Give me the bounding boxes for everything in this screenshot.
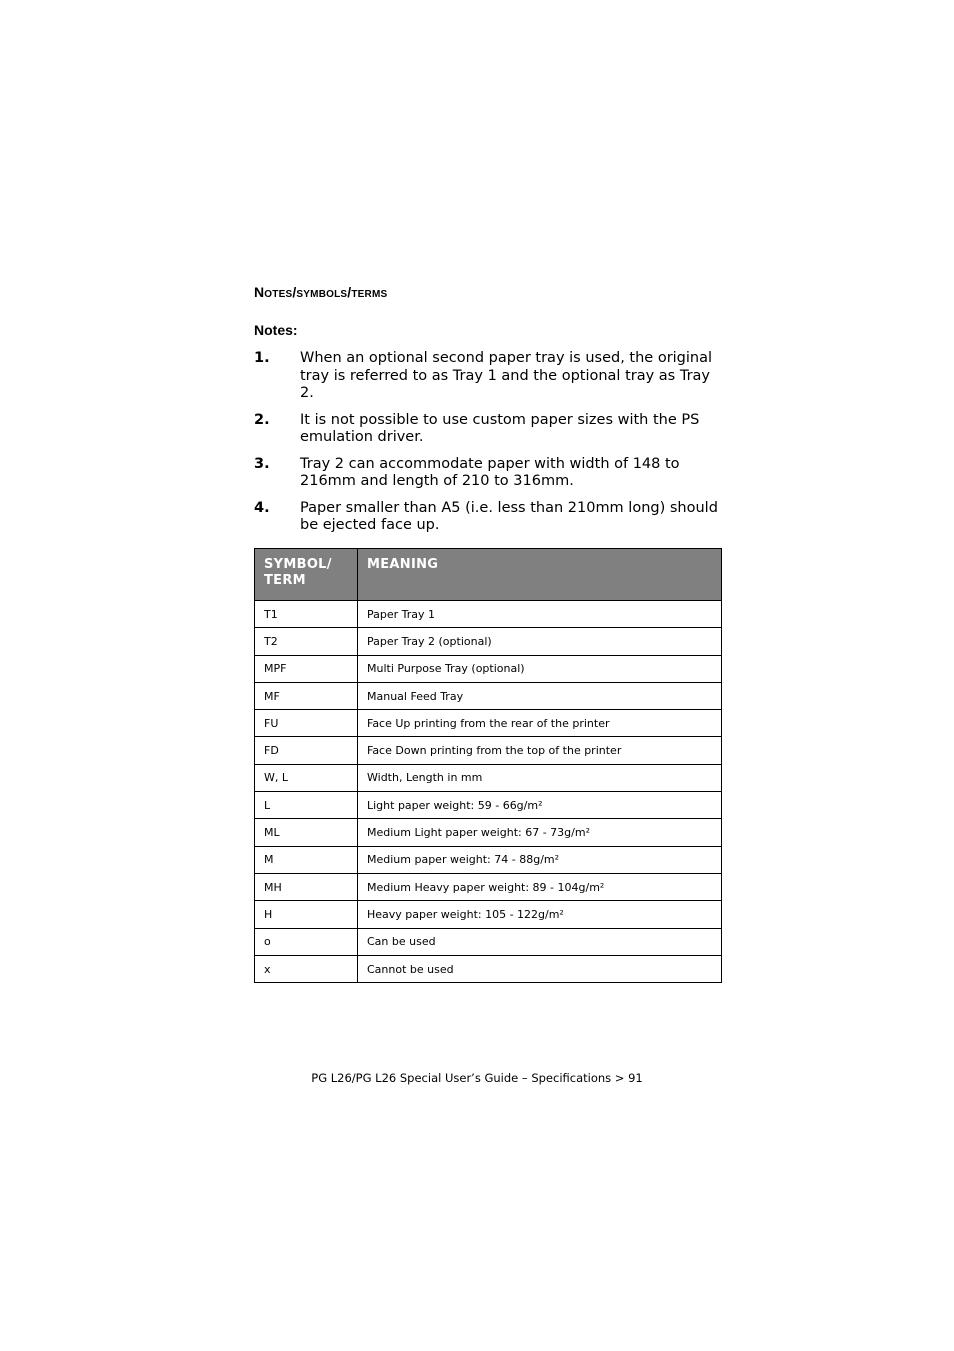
- meaning-cell: Heavy paper weight: 105 - 122g/m²: [358, 901, 722, 928]
- symbol-cell: M: [255, 846, 358, 873]
- symbols-terms-table: [254, 548, 722, 983]
- note-number: 2.: [254, 411, 270, 428]
- symbol-cell: x: [255, 955, 358, 982]
- table-row: [255, 901, 722, 928]
- note-item: [254, 350, 724, 403]
- table-row: [255, 792, 722, 819]
- meaning-cell: Cannot be used: [358, 955, 722, 982]
- symbol-cell: FU: [255, 710, 358, 737]
- meaning-cell: Width, Length in mm: [358, 764, 722, 791]
- section-title: Notes/symbols/terms: [254, 284, 388, 300]
- note-item: [254, 412, 724, 447]
- meaning-cell: Medium Light paper weight: 67 - 73g/m²: [358, 819, 722, 846]
- meaning-cell: Face Down printing from the top of the printer: [358, 737, 722, 764]
- meaning-cell: Paper Tray 1: [358, 601, 722, 628]
- symbol-cell: W, L: [255, 764, 358, 791]
- symbol-cell: L: [255, 792, 358, 819]
- meaning-cell: Medium paper weight: 74 - 88g/m²: [358, 846, 722, 873]
- symbol-cell: MPF: [255, 655, 358, 682]
- note-number: 1.: [254, 350, 270, 366]
- symbol-cell: FD: [255, 737, 358, 764]
- table-row: [255, 682, 722, 709]
- table-row: [255, 819, 722, 846]
- note-text: Tray 2 can accommodate paper with width of 148 to 216mm and length of 210 to 316mm.: [300, 455, 680, 489]
- notes-heading: Notes:: [254, 322, 298, 338]
- meaning-cell: Paper Tray 2 (optional): [358, 628, 722, 655]
- table-row: [255, 655, 722, 682]
- note-text: Paper smaller than A5 (i.e. less than 210mm long) should be ejected face up.: [300, 499, 718, 533]
- symbol-cell: T2: [255, 628, 358, 655]
- table-row: [255, 628, 722, 655]
- notes-list: [254, 350, 724, 544]
- symbol-cell: o: [255, 928, 358, 955]
- meaning-cell: Multi Purpose Tray (optional): [358, 655, 722, 682]
- meaning-cell: Medium Heavy paper weight: 89 - 104g/m²: [358, 873, 722, 900]
- table-row: [255, 737, 722, 764]
- meaning-cell: Face Up printing from the rear of the printer: [358, 710, 722, 737]
- header-meaning: MEANING: [358, 549, 722, 601]
- symbol-cell: MH: [255, 873, 358, 900]
- symbol-cell: ML: [255, 819, 358, 846]
- symbol-cell: T1: [255, 601, 358, 628]
- table-row: [255, 710, 722, 737]
- table-row: [255, 873, 722, 900]
- note-item: [254, 500, 724, 535]
- note-text: It is not possible to use custom paper sizes with the PS emulation driver.: [300, 411, 700, 445]
- meaning-cell: Manual Feed Tray: [358, 682, 722, 709]
- header-symbol-term: SYMBOL/ TERM: [255, 549, 358, 601]
- table-row: [255, 928, 722, 955]
- symbol-cell: H: [255, 901, 358, 928]
- note-text: When an optional second paper tray is used, the original tray is referred to as Tray 1 and the optional tray as Tray 2.: [300, 350, 713, 401]
- note-number: 4.: [254, 499, 270, 516]
- note-item: [254, 456, 724, 491]
- table-row: [255, 764, 722, 791]
- note-number: 3.: [254, 455, 270, 472]
- table-row: [255, 955, 722, 982]
- table-row: [255, 846, 722, 873]
- table-header-row: [255, 549, 722, 601]
- table-row: [255, 601, 722, 628]
- symbol-cell: MF: [255, 682, 358, 709]
- meaning-cell: Light paper weight: 59 - 66g/m²: [358, 792, 722, 819]
- meaning-cell: Can be used: [358, 928, 722, 955]
- page-footer: PG L26/PG L26 Special User’s Guide – Specifications > 91: [311, 1071, 643, 1085]
